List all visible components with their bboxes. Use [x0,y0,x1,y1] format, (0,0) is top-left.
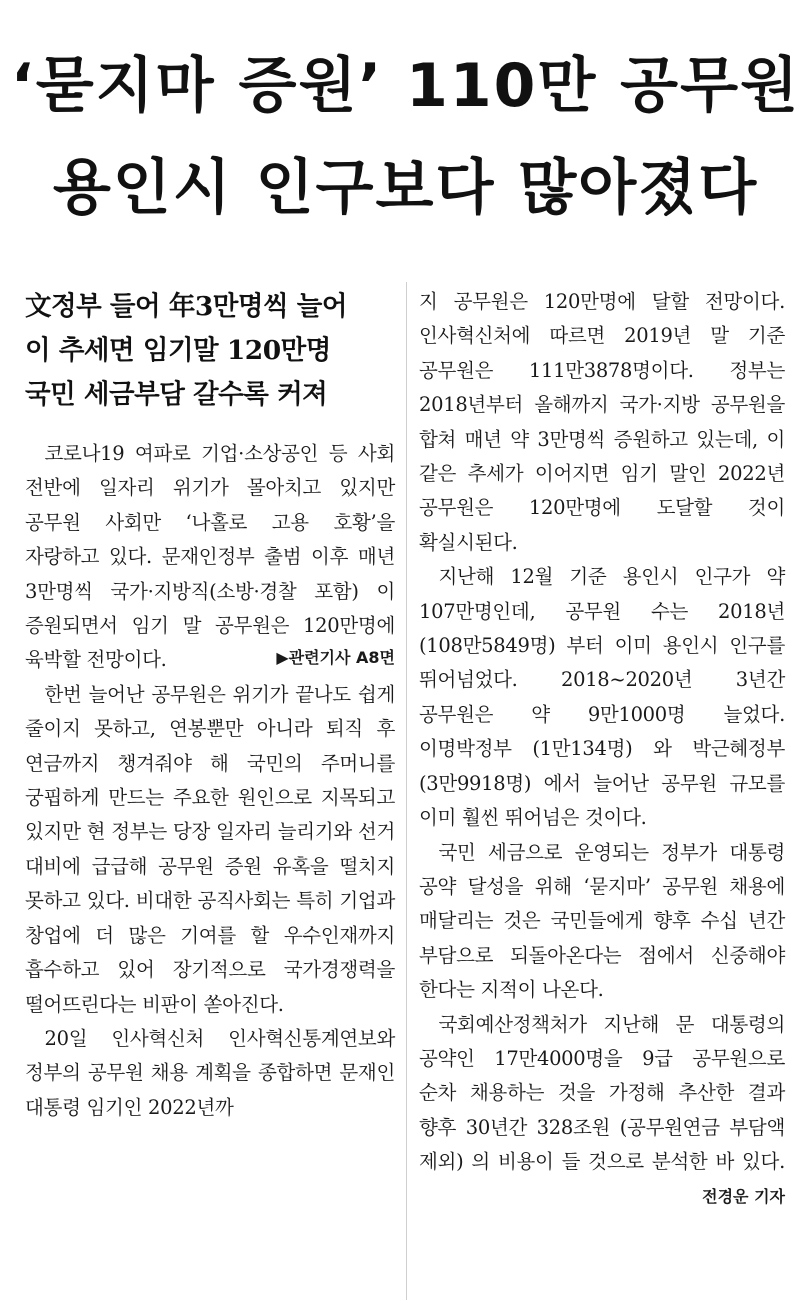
paragraph-yongin: 지난해 12월 기준 용인시 인구가 약 107만명인데, 공무원 수는 2018년(108만5849명) 부터 이미 용인시 인구를 뛰어넘었다. 2018~2020년 3년간 공무원은 약 9만1000명 늘었다. 이명박정부 (1만134명) 와 박근혜정부(3만9918명) 에서 늘어난 공무원 규모를 이미 훨씬 뛰어넘은 것이다. [419,565,785,830]
paragraph-budget-office-text: 국회예산정책처가 지난해 문 대통령의 공약인 17만4000명을 9급 공무원으로 순차 채용하는 것을 가정해 추산한 결과 향후 30년간 328조원 (공무원연금 부담액 제외) 의 비용이 들 것으로 분석한 바 있다. [419,1012,785,1174]
column-divider [406,282,407,1300]
headline-line-1: ‘묻지마 증원’ 110만 공무원 [10,51,801,121]
reporter-byline: 전경운 기자 [702,1186,785,1206]
paragraph-stats-start: 20일 인사혁신처 인사혁신통계연보와 정부의 공무원 채용 계획을 종합하면 문재인 대통령 임기인 2022년까 [25,1026,395,1119]
final-paragraph-row [419,1008,785,1214]
left-column [25,285,395,1310]
subheadline-line-2: 이 추세면 임기말 120만명 [25,335,331,366]
right-body [419,285,785,1214]
paragraph-intro: 코로나19 여파로 기업·소상공인 등 사회 전반에 일자리 위기가 몰아치고 있지만 공무원 사회만 ‘나홀로 고용 호황’을 자랑하고 있다. 문재인정부 출범 이후 매년 3만명씩 국가·지방직(소방·경찰 포함) 이 증원되면서 임기 말 공무원은 120만명에 육박할 전망이다. [25,442,395,672]
subheadline [25,285,395,417]
paragraph-burden: 한번 늘어난 공무원은 위기가 끝나도 쉽게 줄이지 못하고, 연봉뿐만 아니라 퇴직 후 연금까지 챙겨줘야 해 국민의 주머니를 궁핍하게 만드는 주요한 원인으로 지목되고 있지만 현 정부는 당장 일자리 늘리기와 선거 대비에 급급해 공무원 증원 유혹을 떨치지 못하고 있다. 비대한 공직사회는 특히 기업과 창업에 더 많은 기여를 할 우수인재까지 흡수하고 있어 장기적으로 국가경쟁력을 떨어뜨린다는 비판이 쏟아진다. [25,682,395,1016]
paragraph-stats-cont: 지 공무원은 120만명에 달할 전망이다. 인사혁신처에 따르면 2019년 말 기준 공무원은 111만3878명이다. 정부는 2018년부터 올해까지 국가·지방 공무원을 합쳐 매년 약 3만명씩 증원하고 있는데, 이 같은 추세가 이어지면 임기 말인 2022년 공무원은 120만명에 도달할 것이 확실시된다. [419,290,785,554]
subheadline-line-1: 文정부 들어 年3만명씩 늘어 [25,291,348,322]
right-column [419,285,785,1310]
subheadline-line-3: 국민 세금부담 갈수록 커져 [25,379,328,410]
paragraph-tax: 국민 세금으로 운영되는 정부가 대통령 공약 달성을 위해 ‘묻지마’ 공무원 채용에 매달리는 것은 국민들에게 향후 수십 년간 부담으로 되돌아온다는 점에서 신중해야 한다는 지적이 나온다. [419,840,785,1002]
headline-line-2: 용인시 인구보다 많아졌다 [52,153,759,223]
related-article-link[interactable]: ▶관련기사 A8면 [276,647,395,667]
left-body [25,437,395,1125]
